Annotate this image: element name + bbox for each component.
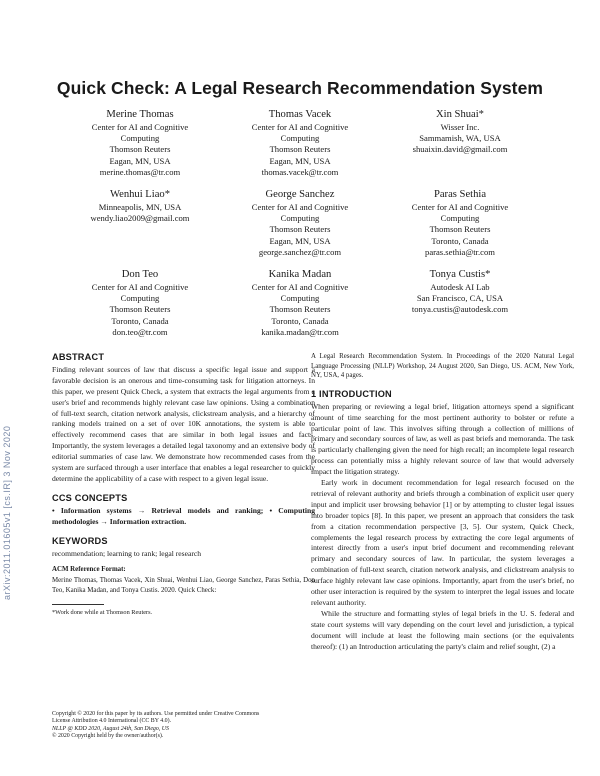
author-location: Minneapolis, MN, USA	[98, 202, 182, 213]
author-affiliation: Center for AI and Cognitive	[91, 122, 189, 132]
author-location: Eagan, MN, USA	[269, 155, 331, 166]
keywords-heading: KEYWORDS	[52, 535, 108, 546]
author-email: don.teo@tr.com	[112, 326, 168, 337]
author-affiliation: Thomson Reuters	[109, 144, 171, 155]
copyright-line: © 2020 Copyright held by the owner/author(s).	[52, 733, 164, 740]
author-location: Eagan, MN, USA	[269, 235, 331, 246]
author-location: Toronto, Canada	[431, 235, 489, 246]
footnote-rule	[52, 604, 104, 605]
author-card	[380, 188, 540, 258]
author-location: Sammamish, WA, USA	[419, 133, 501, 144]
author-affiliation: Thomson Reuters	[269, 144, 331, 155]
author-email: merine.thomas@tr.com	[99, 166, 181, 177]
author-affiliation: Thomson Reuters	[109, 304, 171, 315]
author-card	[60, 268, 220, 338]
author-affiliation: Center for AI and Cognitive	[251, 282, 349, 293]
author-affiliation: Autodesk AI Lab	[430, 282, 490, 293]
copyright-line: Copyright © 2020 for this paper by its authors. Use permitted under Creative Commons	[52, 711, 260, 717]
author-email: wendy.liao2009@gmail.com	[90, 213, 190, 224]
author-affiliation: Thomson Reuters	[429, 224, 491, 235]
copyright-line: License Attribution 4.0 International (CC BY 4.0).	[52, 718, 172, 725]
footnote: *Work done while at Thomson Reuters.	[52, 608, 153, 616]
author-name: Thomas Vacek	[268, 109, 332, 120]
author-affiliation: Center for AI and Cognitive	[251, 122, 349, 132]
author-name: Kanika Madan	[268, 269, 332, 281]
author-row	[60, 108, 540, 178]
acm-reference-text: Merine Thomas, Thomas Vacek, Xin Shuai, Wenhui Liao, George Sanchez, Paras Sethia, Don Teo, Kanika Madan, and Tonya Custis. 2020. Quick Check:	[52, 577, 315, 594]
author-location: Eagan, MN, USA	[109, 155, 171, 166]
author-affiliation: Thomson Reuters	[269, 224, 331, 235]
author-location: Toronto, Canada	[271, 315, 329, 326]
author-card	[60, 188, 220, 258]
author-affiliation: Computing	[120, 293, 160, 304]
author-card	[220, 268, 380, 338]
author-affiliation: Computing	[280, 293, 320, 304]
author-name: Wenhui Liao*	[109, 189, 171, 201]
introduction-heading: 1 INTRODUCTION	[311, 388, 392, 399]
author-name: Tonya Custis*	[429, 269, 491, 281]
copyright-block	[52, 711, 310, 741]
author-location: Toronto, Canada	[111, 315, 169, 326]
author-affiliation: Computing	[440, 213, 480, 224]
author-affiliation: Center for AI and Cognitive	[411, 202, 509, 213]
author-card	[380, 268, 540, 338]
author-name: Paras Sethia	[433, 189, 487, 201]
intro-paragraph: While the structure and formatting styles of legal briefs in the U. S. federal and state court systems will vary depending on the court level and jurisdiction, a typical document will include at least the following main sections (or the equivalents thereof): (1) an Introduction articulating the party's claim and relief sought, (2) a	[311, 608, 574, 651]
author-card	[220, 108, 380, 178]
abstract-heading: ABSTRACT	[52, 352, 105, 362]
author-location: San Francisco, CA, USA	[416, 293, 504, 304]
author-affiliation: Computing	[280, 213, 320, 224]
author-name: Merine Thomas	[106, 109, 174, 120]
abstract-text: Finding relevant sources of law that discuss a specific legal issue and support a favorable decision is an onerous and time-consuming task for litigation attorneys. In this paper, we present Quick Check, a system that extracts the legal arguments from a user's brief and recommends highly relevant case law opinions. Using a combination of full-text search, citation network analysis, clickstream analysis, and a hierarchy of ranking models trained on a set of over 10K annotations, the system is able to effectively recommend cases that are similar in both legal issues and facts. Importantly, the system leverages a detailed legal taxonomy and an extensive body of editorial summaries of case law. We demonstrate how recommended cases from the system are surfaced through a user interface that enables a legal researcher to quickly determine the applicability of a case with respect to a given legal issue.	[52, 364, 315, 483]
author-name: George Sanchez	[265, 189, 335, 201]
reference-continuation: A Legal Research Recommendation System. In Proceedings of the 2020 Natural Legal Language Processing (NLLP) Workshop, 24 August 2020, San Diego, US. ACM, New York, NY, USA, 4 pages.	[311, 353, 574, 380]
right-column	[311, 352, 574, 653]
author-email: thomas.vacek@tr.com	[261, 166, 339, 177]
paper-title: Quick Check: A Legal Research Recommendation System	[56, 78, 544, 98]
author-email: paras.sethia@tr.com	[425, 246, 495, 257]
author-email: tonya.custis@autodesk.com	[411, 304, 509, 315]
copyright-line: NLLP @ KDD 2020, August 24th, San Diego, US	[52, 725, 169, 732]
author-affiliation: Computing	[280, 133, 320, 144]
keywords-text: recommendation; learning to rank; legal research	[52, 548, 202, 558]
author-affiliation: Wisser Inc.	[440, 122, 480, 132]
author-email: kanika.madan@tr.com	[261, 326, 339, 337]
arxiv-stamp: arXiv:2011.01605v1 [cs.IR] 3 Nov 2020	[2, 425, 12, 600]
intro-paragraph: Early work in document recommendation for legal research focused on the retrieval of relevant authority and briefs through a combination of explicit user query input and implicit user browsing behavior [1] or by attempting to cluster legal issues into broader topics [8]. In this paper, we present an approach that considers the task from a citation recommendation perspective [3, 5]. Our system, Quick Check, complements the legal research process by extracting the core legal arguments of interest directly from a user's input brief document and recommending relevant primary and secondary sources of law. In particular, the system leverages a combination of full-text search, citation network analysis, and clickstream analysis to surface highly relevant law case opinions. Importantly, apart from the user's brief, no other user interaction is required by the system to interpret the legal issues and locate relevant authority.	[311, 478, 574, 607]
author-affiliation: Center for AI and Cognitive	[251, 202, 349, 213]
author-block	[60, 108, 540, 348]
intro-paragraph: When preparing or reviewing a legal brief, litigation attorneys spend a significant amount of time searching for the most pertinent authority to bolster or refute a particular point of law. This involves sifting through a collection of millions of primary and secondary sources of law, as well as past briefs and memoranda. The task is particularly challenging given the need for high recall; an incomplete legal research process can potentially miss a highly relevant source of law that would adversely impact the litigation strategy.	[311, 401, 574, 477]
author-row	[60, 188, 540, 258]
ccs-text: • Information systems → Retrieval models and ranking; • Computing methodologies → Information extraction.	[52, 505, 315, 526]
author-name: Don Teo	[121, 269, 159, 281]
left-column	[52, 352, 315, 617]
author-card	[60, 108, 220, 178]
author-affiliation: Center for AI and Cognitive	[91, 282, 189, 293]
author-card	[380, 108, 540, 178]
author-card	[220, 188, 380, 258]
author-row	[60, 268, 540, 338]
author-email: shuaixin.david@gmail.com	[412, 144, 508, 155]
author-email: george.sanchez@tr.com	[258, 246, 342, 257]
acm-reference-label: ACM Reference Format:	[52, 566, 126, 574]
author-name: Xin Shuai*	[436, 109, 484, 120]
ccs-heading: CCS CONCEPTS	[52, 492, 128, 503]
author-affiliation: Computing	[120, 133, 160, 144]
author-affiliation: Thomson Reuters	[269, 304, 331, 315]
